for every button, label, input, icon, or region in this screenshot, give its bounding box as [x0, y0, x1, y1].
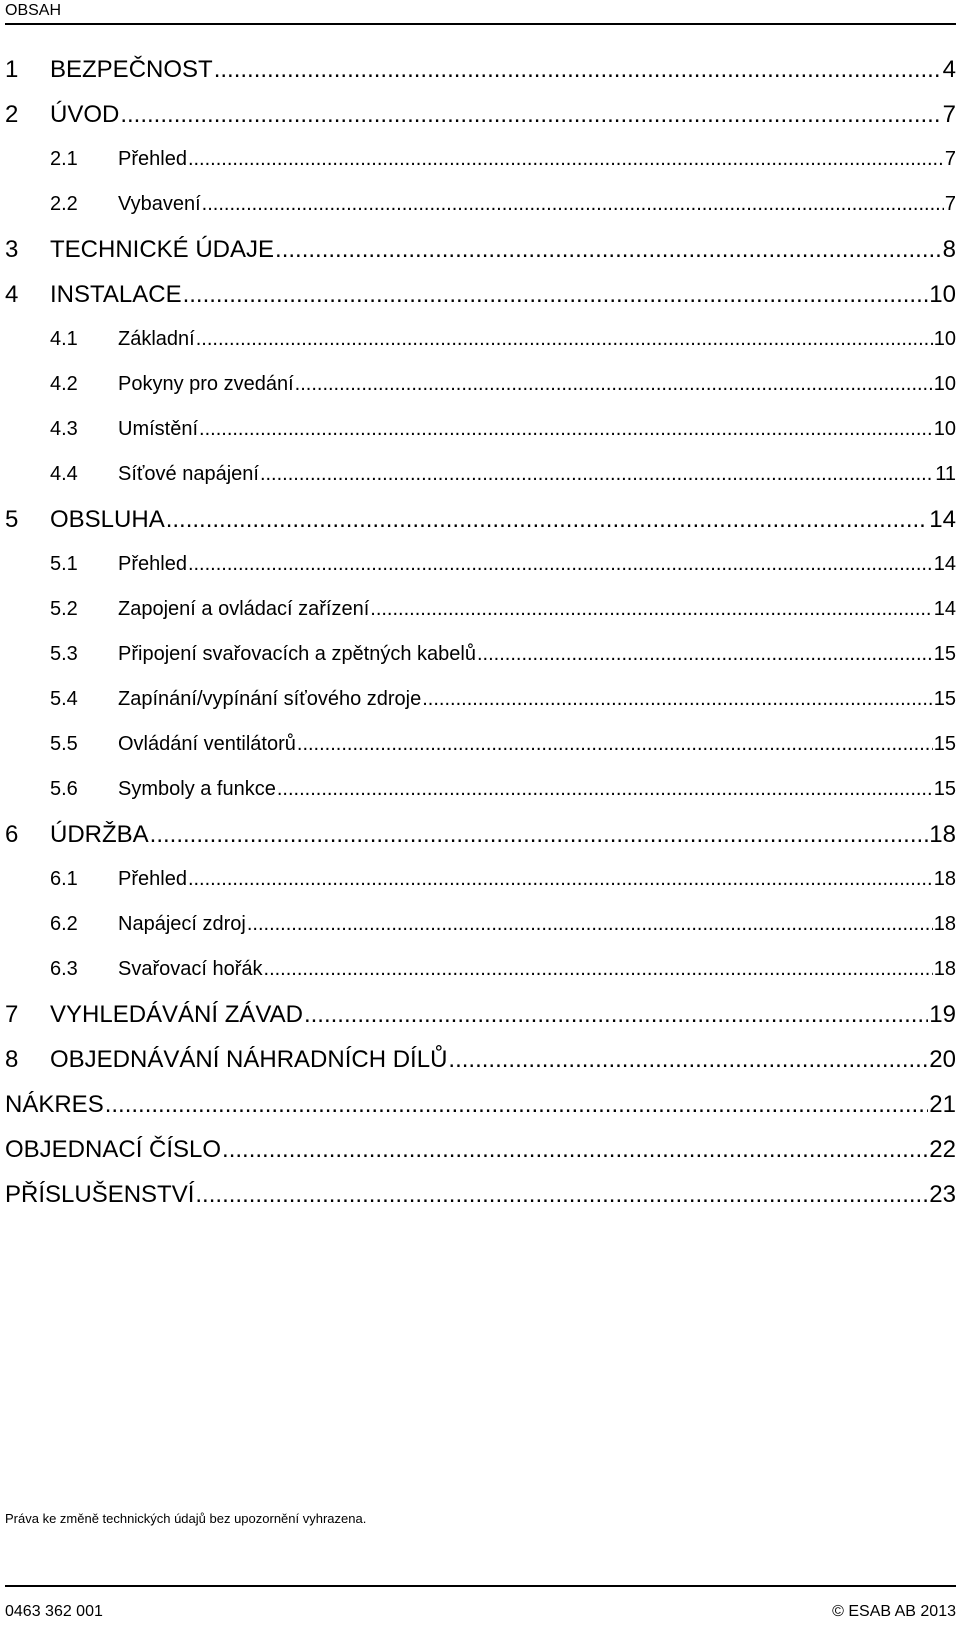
toc-entry[interactable] — [5, 992, 956, 1037]
toc-dot-leader — [370, 587, 932, 632]
toc-entry-number: 6.1 — [50, 868, 78, 890]
toc-dot-leader — [297, 722, 933, 767]
toc-entry[interactable] — [5, 542, 956, 587]
toc-entry[interactable] — [5, 1127, 956, 1172]
toc-entry-title: ÚDRŽBA — [50, 821, 149, 848]
toc-entry[interactable] — [5, 182, 956, 227]
toc-entry-title: OBJEDNACÍ ČÍSLO — [5, 1136, 222, 1163]
toc-entry-number: 5.6 — [50, 778, 78, 800]
toc-dot-leader — [304, 992, 928, 1037]
toc-entry-title: Základní — [118, 328, 195, 350]
toc-entry-page: 10 — [929, 281, 956, 308]
toc-entry-title: NÁKRES — [5, 1091, 104, 1118]
toc-entry-page: 22 — [929, 1136, 956, 1163]
toc-dot-leader — [277, 767, 933, 812]
toc-entry-title: BEZPEČNOST — [50, 56, 213, 83]
toc-entry[interactable] — [5, 362, 956, 407]
toc-dot-leader — [188, 542, 933, 587]
toc-dot-leader — [183, 272, 929, 317]
toc-entry[interactable] — [5, 1172, 956, 1217]
toc-dot-leader — [275, 227, 942, 272]
toc-entry-title: OBJEDNÁVÁNÍ NÁHRADNÍCH DÍLŮ — [50, 1046, 448, 1073]
toc-entry[interactable] — [5, 452, 956, 497]
toc-dot-leader — [105, 1082, 929, 1127]
toc-entry[interactable] — [5, 1082, 956, 1127]
toc-entry-page: 15 — [933, 778, 956, 800]
toc-entry-page: 14 — [933, 598, 956, 620]
toc-dot-leader — [295, 362, 933, 407]
toc-entry-page: 23 — [929, 1181, 956, 1208]
toc-dot-leader — [188, 857, 933, 902]
toc-entry-title: OBSLUHA — [50, 506, 165, 533]
toc-entry-number: 5.2 — [50, 598, 78, 620]
toc-entry-number: 4.2 — [50, 373, 78, 395]
toc-dot-leader — [150, 812, 929, 857]
toc-dot-leader — [264, 947, 933, 992]
toc-dot-leader — [222, 1127, 928, 1172]
toc-entry-page: 14 — [929, 506, 956, 533]
toc-dot-leader — [477, 632, 933, 677]
document-number: 0463 362 001 — [5, 1603, 103, 1620]
toc-entry-number: 3 — [5, 236, 19, 263]
toc-dot-leader — [260, 452, 934, 497]
toc-entry-page: 7 — [942, 101, 956, 128]
toc-entry-number: 6.2 — [50, 913, 78, 935]
toc-entry-page: 7 — [944, 148, 956, 170]
toc-entry-title: Umístění — [118, 418, 199, 440]
toc-entry[interactable] — [5, 407, 956, 452]
toc-entry-page: 18 — [929, 821, 956, 848]
toc-entry-page: 18 — [933, 913, 956, 935]
toc-entry-title: Síťové napájení — [118, 463, 259, 485]
toc-entry-title: Ovládání ventilátorů — [118, 733, 296, 755]
toc-dot-leader — [202, 182, 944, 227]
toc-entry-title: PŘÍSLUŠENSTVÍ — [5, 1181, 195, 1208]
toc-entry[interactable] — [5, 722, 956, 767]
toc-entry-number: 2.2 — [50, 193, 78, 215]
toc-entry-title: Zapojení a ovládací zařízení — [118, 598, 370, 620]
toc-entry-page: 15 — [933, 643, 956, 665]
page-header-label: OBSAH — [5, 2, 62, 19]
toc-dot-leader — [448, 1037, 928, 1082]
toc-dot-leader — [195, 1172, 928, 1217]
toc-dot-leader — [422, 677, 933, 722]
toc-entry-title: VYHLEDÁVÁNÍ ZÁVAD — [50, 1001, 303, 1028]
toc-entry-number: 2.1 — [50, 148, 78, 170]
toc-entry-title: Vybavení — [118, 193, 201, 215]
toc-entry-number: 4.4 — [50, 463, 78, 485]
toc-entry[interactable] — [5, 137, 956, 182]
toc-entry-number: 5.5 — [50, 733, 78, 755]
toc-entry[interactable] — [5, 272, 956, 317]
toc-entry-title: Pokyny pro zvedání — [118, 373, 294, 395]
toc-entry-title: ÚVOD — [50, 101, 120, 128]
toc-entry-number: 1 — [5, 56, 19, 83]
toc-entry-title: Svařovací hořák — [118, 958, 263, 980]
toc-entry[interactable] — [5, 677, 956, 722]
toc-entry[interactable] — [5, 767, 956, 812]
toc-entry-number: 4 — [5, 281, 19, 308]
toc-entry-number: 6 — [5, 821, 19, 848]
toc-entry-page: 10 — [933, 373, 956, 395]
toc-entry-title: Zapínání/vypínání síťového zdroje — [118, 688, 422, 710]
toc-dot-leader — [120, 92, 941, 137]
toc-entry-page: 7 — [944, 193, 956, 215]
toc-dot-leader — [188, 137, 944, 182]
toc-entry[interactable] — [5, 857, 956, 902]
toc-entry[interactable] — [5, 902, 956, 947]
toc-entry-page: 15 — [933, 688, 956, 710]
toc-entry[interactable] — [5, 587, 956, 632]
toc-dot-leader — [199, 407, 933, 452]
table-of-contents — [5, 47, 956, 1217]
toc-entry[interactable] — [5, 632, 956, 677]
toc-entry-page: 10 — [933, 328, 956, 350]
toc-entry-number: 5.3 — [50, 643, 78, 665]
toc-entry[interactable] — [5, 227, 956, 272]
toc-entry-page: 4 — [942, 56, 956, 83]
toc-entry-page: 14 — [933, 553, 956, 575]
toc-entry-page: 11 — [935, 463, 956, 485]
toc-entry[interactable] — [5, 497, 956, 542]
toc-dot-leader — [247, 902, 933, 947]
toc-entry-page: 15 — [933, 733, 956, 755]
toc-entry-page: 8 — [942, 236, 956, 263]
toc-entry-number: 5 — [5, 506, 19, 533]
toc-entry[interactable] — [5, 1037, 956, 1082]
toc-entry-number: 6.3 — [50, 958, 78, 980]
toc-entry[interactable] — [5, 947, 956, 992]
toc-entry-page: 18 — [933, 958, 956, 980]
toc-entry-page: 18 — [933, 868, 956, 890]
toc-entry-title: Připojení svařovacích a zpětných kabelů — [118, 643, 476, 665]
toc-entry-page: 10 — [933, 418, 956, 440]
toc-entry-number: 4.1 — [50, 328, 78, 350]
toc-entry-title: Symboly a funkce — [118, 778, 276, 800]
toc-entry-number: 4.3 — [50, 418, 78, 440]
toc-entry-page: 19 — [929, 1001, 956, 1028]
toc-dot-leader — [166, 497, 929, 542]
toc-entry-number: 5.4 — [50, 688, 78, 710]
toc-entry-title: Napájecí zdroj — [118, 913, 246, 935]
toc-entry-page: 20 — [929, 1046, 956, 1073]
toc-entry[interactable] — [5, 92, 956, 137]
toc-entry-title: INSTALACE — [50, 281, 182, 308]
toc-dot-leader — [214, 47, 942, 92]
toc-entry-title: TECHNICKÉ ÚDAJE — [50, 236, 275, 263]
toc-entry[interactable] — [5, 47, 956, 92]
toc-entry-number: 8 — [5, 1046, 19, 1073]
toc-dot-leader — [196, 317, 933, 362]
toc-entry-title: Přehled — [118, 868, 187, 890]
copyright: © ESAB AB 2013 — [832, 1603, 956, 1620]
header-divider — [5, 23, 956, 25]
toc-entry-page: 21 — [929, 1091, 956, 1118]
toc-entry-number: 5.1 — [50, 553, 78, 575]
footer-divider — [5, 1585, 956, 1587]
toc-entry-title: Přehled — [118, 553, 187, 575]
toc-entry-number: 7 — [5, 1001, 19, 1028]
toc-entry[interactable] — [5, 317, 956, 362]
toc-entry[interactable] — [5, 812, 956, 857]
toc-entry-title: Přehled — [118, 148, 187, 170]
footer-note: Práva ke změně technických údajů bez upozornění vyhrazena. — [5, 1511, 367, 1526]
toc-entry-number: 2 — [5, 101, 19, 128]
